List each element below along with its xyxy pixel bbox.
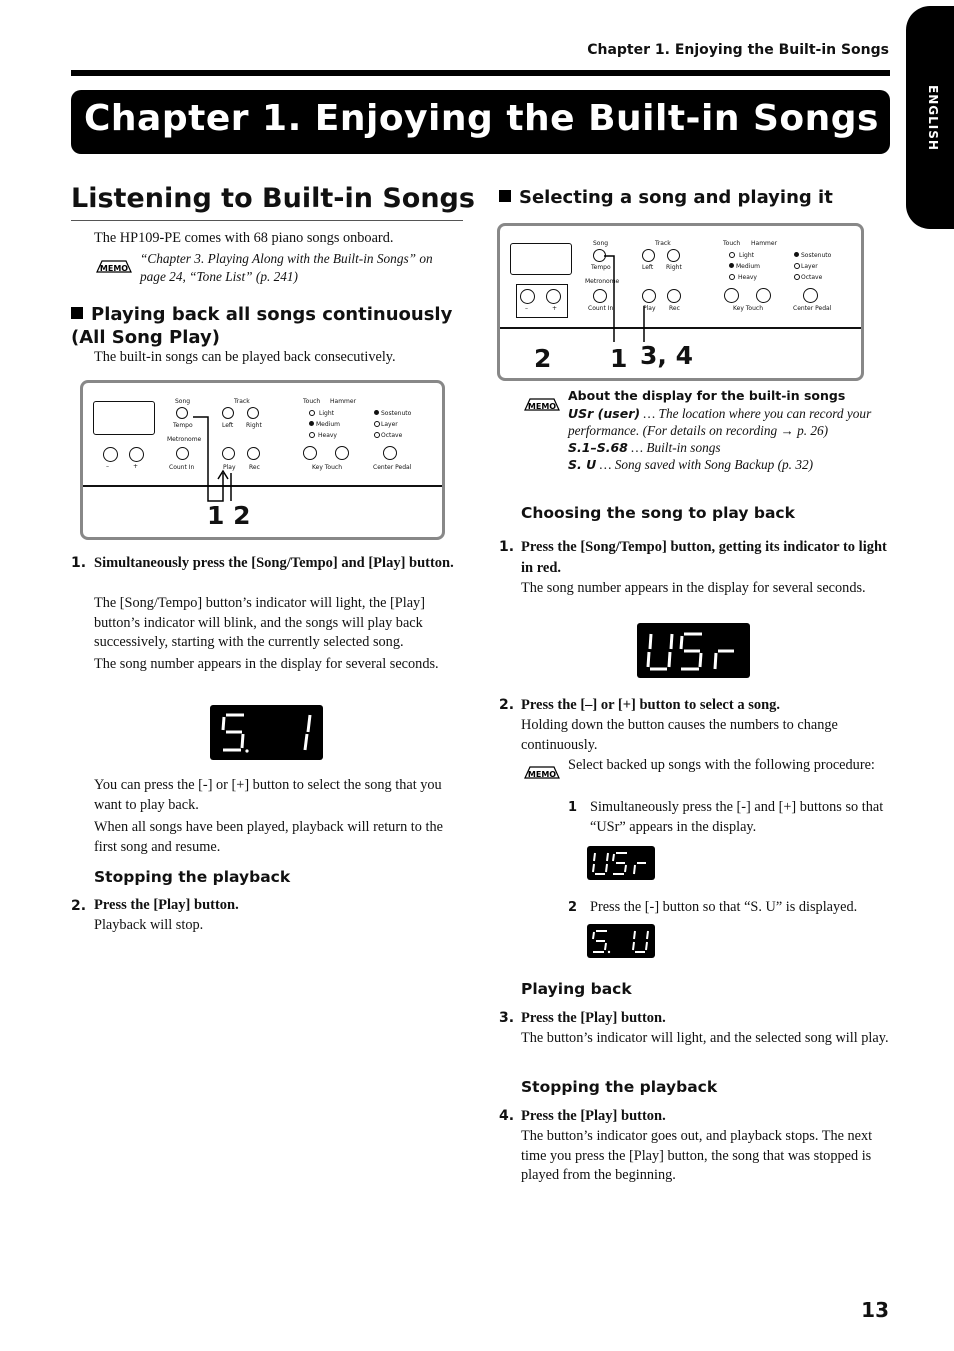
memo-text: Select backed up songs with the following procedure: xyxy=(568,757,875,773)
substep-number: 2 xyxy=(568,900,578,915)
heavy-label: Heavy xyxy=(318,432,337,439)
subsection-title xyxy=(499,186,891,209)
led-icon xyxy=(309,432,315,438)
minus-label: – xyxy=(525,305,528,312)
lcd-display xyxy=(587,924,655,958)
step-title: Press the [Play] button. xyxy=(521,1108,666,1124)
octave-label: Octave xyxy=(381,432,403,439)
plus-label: + xyxy=(552,305,558,312)
minus-button-icon xyxy=(103,447,118,462)
track-label: Track xyxy=(655,240,671,247)
sub-heading: Playing back xyxy=(521,980,632,998)
step-title: Simultaneously press the [Song/Tempo] and [Play] button. xyxy=(94,555,454,571)
led-on-icon xyxy=(374,410,379,415)
plus-button-icon xyxy=(129,447,144,462)
memo-usr-key: USr (user) xyxy=(568,406,641,421)
section-title: Listening to Built-in Songs xyxy=(71,183,475,214)
key-touch-label: Key Touch xyxy=(312,464,343,471)
step-body: The song number appears in the display for several seconds. xyxy=(94,656,439,672)
step-number: 2. xyxy=(71,898,87,914)
language-tab-label: ENGLISH xyxy=(926,85,940,151)
right-label: Right xyxy=(246,422,262,429)
led-icon xyxy=(794,274,800,280)
count-in-button-icon xyxy=(176,447,189,460)
svg-text:MEMO: MEMO xyxy=(527,770,557,779)
step-number: 2. xyxy=(499,697,515,713)
square-bullet-icon xyxy=(71,307,83,319)
seven-segment-readout-icon xyxy=(587,846,655,880)
touch-button-icon xyxy=(303,446,317,460)
memo-su-text: … Song saved with Song Backup (p. 32) xyxy=(599,457,814,472)
step-body: Playback will stop. xyxy=(94,917,204,933)
left-label: Left xyxy=(642,264,654,271)
song-tempo-button-icon xyxy=(176,407,188,419)
panel-callout: 1 2 xyxy=(207,501,251,530)
sostenuto-label: Sostenuto xyxy=(801,252,832,259)
memo-s-key: S.1–S.68 xyxy=(568,440,628,455)
callout-lines-icon xyxy=(604,254,664,344)
memo-usr xyxy=(568,405,890,439)
count-in-label: Count In xyxy=(588,305,614,312)
step-body: The [Song/Tempo] button’s indicator will light, the [Play] button’s indicator will blink, and the songs will play back successively, starting with the currently selected song. xyxy=(94,595,425,650)
substep-number: 1 xyxy=(568,800,578,815)
lcd-display xyxy=(587,846,655,880)
step-body: The song number appears in the display for several seconds. xyxy=(521,580,866,596)
sostenuto-label: Sostenuto xyxy=(381,410,412,417)
header-rule xyxy=(71,70,890,76)
step-body: The button’s indicator will light, and the selected song will play. xyxy=(521,1030,889,1046)
led-on-icon xyxy=(729,263,734,268)
memo-icon xyxy=(524,396,560,414)
panel-divider xyxy=(500,327,861,329)
step-title: Press the [Song/Tempo] button, getting its indicator to light in red. xyxy=(521,539,887,576)
substep-text: Press the [-] button so that “S. U” is displayed. xyxy=(590,899,858,915)
callout-3-4: 3, 4 xyxy=(640,341,693,370)
memo-s xyxy=(568,439,721,456)
memo-title: About the display for the built-in songs xyxy=(568,388,846,403)
center-pedal-button-icon xyxy=(803,288,818,303)
minus-button-icon xyxy=(520,289,535,304)
metronome-label: Metronome xyxy=(167,436,202,443)
svg-text:MEMO: MEMO xyxy=(99,264,129,273)
layer-label: Layer xyxy=(381,421,398,428)
memo-usr-text: … The location where you can record your performance. (For details on recording → p. 26) xyxy=(568,406,872,438)
rec-label: Rec xyxy=(669,305,680,312)
callout-1: 1 xyxy=(610,344,628,373)
hammer-button-icon xyxy=(756,288,771,303)
subsection-title-text: Playing back all songs continuously (All Song Play) xyxy=(71,304,453,348)
led-icon xyxy=(794,263,800,269)
led-icon xyxy=(729,252,735,258)
memo-su xyxy=(568,456,813,473)
seven-segment-readout-icon xyxy=(587,924,655,958)
callout-arrows-icon xyxy=(193,415,253,505)
led-icon xyxy=(309,410,315,416)
step-body: The button’s indicator goes out, and playback stops. The next time you press the [Play] button, the song that was stopped is played from the beginning. xyxy=(521,1128,873,1183)
note-text: You can press the [-] or [+] button to select the song that you want to play back. xyxy=(94,777,442,813)
rec-label: Rec xyxy=(249,464,260,471)
touch-label: Touch xyxy=(303,398,321,405)
note-text: When all songs have been played, playback will return to the first song and resume. xyxy=(94,819,443,855)
song-label: Song xyxy=(593,240,609,247)
sub-heading: Stopping the playback xyxy=(521,1078,718,1096)
led-on-icon xyxy=(309,421,314,426)
step-body: Holding down the button causes the numbers to change continuously. xyxy=(521,717,838,753)
lcd-display xyxy=(637,623,750,678)
play-label: Play xyxy=(223,464,236,471)
seven-segment-readout-icon xyxy=(637,623,750,678)
center-pedal-button-icon xyxy=(383,446,397,460)
subsection-intro: The built-in songs can be played back consecutively. xyxy=(94,349,396,365)
metronome-label: Metronome xyxy=(585,278,620,285)
substep-text: Simultaneously press the [-] and [+] buttons so that “USr” appears in the display. xyxy=(590,799,884,835)
center-pedal-label: Center Pedal xyxy=(373,464,412,471)
right-label: Right xyxy=(666,264,682,271)
hammer-button-icon xyxy=(335,446,349,460)
play-label: Play xyxy=(643,305,656,312)
hammer-label: Hammer xyxy=(751,240,778,247)
svg-text:MEMO: MEMO xyxy=(527,402,557,411)
memo-su-key: S. U xyxy=(568,457,597,472)
section-rule xyxy=(71,220,463,221)
step-number: 1. xyxy=(71,555,87,571)
led-on-icon xyxy=(794,252,799,257)
hammer-label: Hammer xyxy=(330,398,357,405)
callout-2: 2 xyxy=(534,344,552,373)
seven-segment-readout-icon xyxy=(210,705,323,760)
medium-label: Medium xyxy=(736,263,760,270)
panel-divider xyxy=(83,485,442,487)
touch-label: Touch xyxy=(723,240,741,247)
memo-icon xyxy=(524,764,560,782)
step-number: 3. xyxy=(499,1010,515,1026)
left-label: Left xyxy=(222,422,234,429)
touch-button-icon xyxy=(724,288,739,303)
right-track-button-icon xyxy=(667,249,680,262)
panel-display xyxy=(93,401,155,435)
octave-label: Octave xyxy=(801,274,823,281)
sub-heading: Stopping the playback xyxy=(94,868,291,886)
layer-label: Layer xyxy=(801,263,818,270)
tempo-label: Tempo xyxy=(591,264,611,271)
chapter-title: Chapter 1. Enjoying the Built-in Songs xyxy=(84,98,879,139)
tempo-label: Tempo xyxy=(173,422,193,429)
led-icon xyxy=(374,432,380,438)
square-bullet-icon xyxy=(499,190,511,202)
rec-button-icon xyxy=(667,289,681,303)
subsection-title-text: Selecting a song and playing it xyxy=(519,187,833,208)
step-title: Press the [Play] button. xyxy=(521,1010,666,1026)
track-label: Track xyxy=(234,398,250,405)
intro-text: The HP109-PE comes with 68 piano songs onboard. xyxy=(94,230,394,246)
heavy-label: Heavy xyxy=(738,274,757,281)
key-touch-label: Key Touch xyxy=(733,305,764,312)
panel-display xyxy=(510,243,572,275)
led-icon xyxy=(729,274,735,280)
light-label: Light xyxy=(739,252,754,259)
memo-reference: “Chapter 3. Playing Along with the Built-in Songs” on page 24, “Tone List” (p. 241) xyxy=(140,251,433,284)
page-number: 13 xyxy=(861,1298,889,1322)
minus-label: – xyxy=(106,463,109,470)
count-in-label: Count In xyxy=(169,464,195,471)
panel-illustration xyxy=(80,380,445,540)
memo-icon xyxy=(96,258,132,276)
sub-heading: Choosing the song to play back xyxy=(521,504,795,522)
song-label: Song xyxy=(175,398,191,405)
memo-s-text: … Built-in songs xyxy=(631,440,721,455)
step-number: 4. xyxy=(499,1108,515,1124)
step-title: Press the [Play] button. xyxy=(94,897,239,913)
center-pedal-label: Center Pedal xyxy=(793,305,832,312)
subsection-title xyxy=(71,303,463,349)
light-label: Light xyxy=(319,410,334,417)
step-number: 1. xyxy=(499,539,515,555)
running-header: Chapter 1. Enjoying the Built-in Songs xyxy=(587,42,889,58)
plus-button-icon xyxy=(546,289,561,304)
lcd-display xyxy=(210,705,323,760)
led-icon xyxy=(374,421,380,427)
step-title: Press the [–] or [+] button to select a song. xyxy=(521,697,781,713)
panel-illustration xyxy=(497,223,864,381)
plus-label: + xyxy=(133,463,139,470)
medium-label: Medium xyxy=(316,421,340,428)
